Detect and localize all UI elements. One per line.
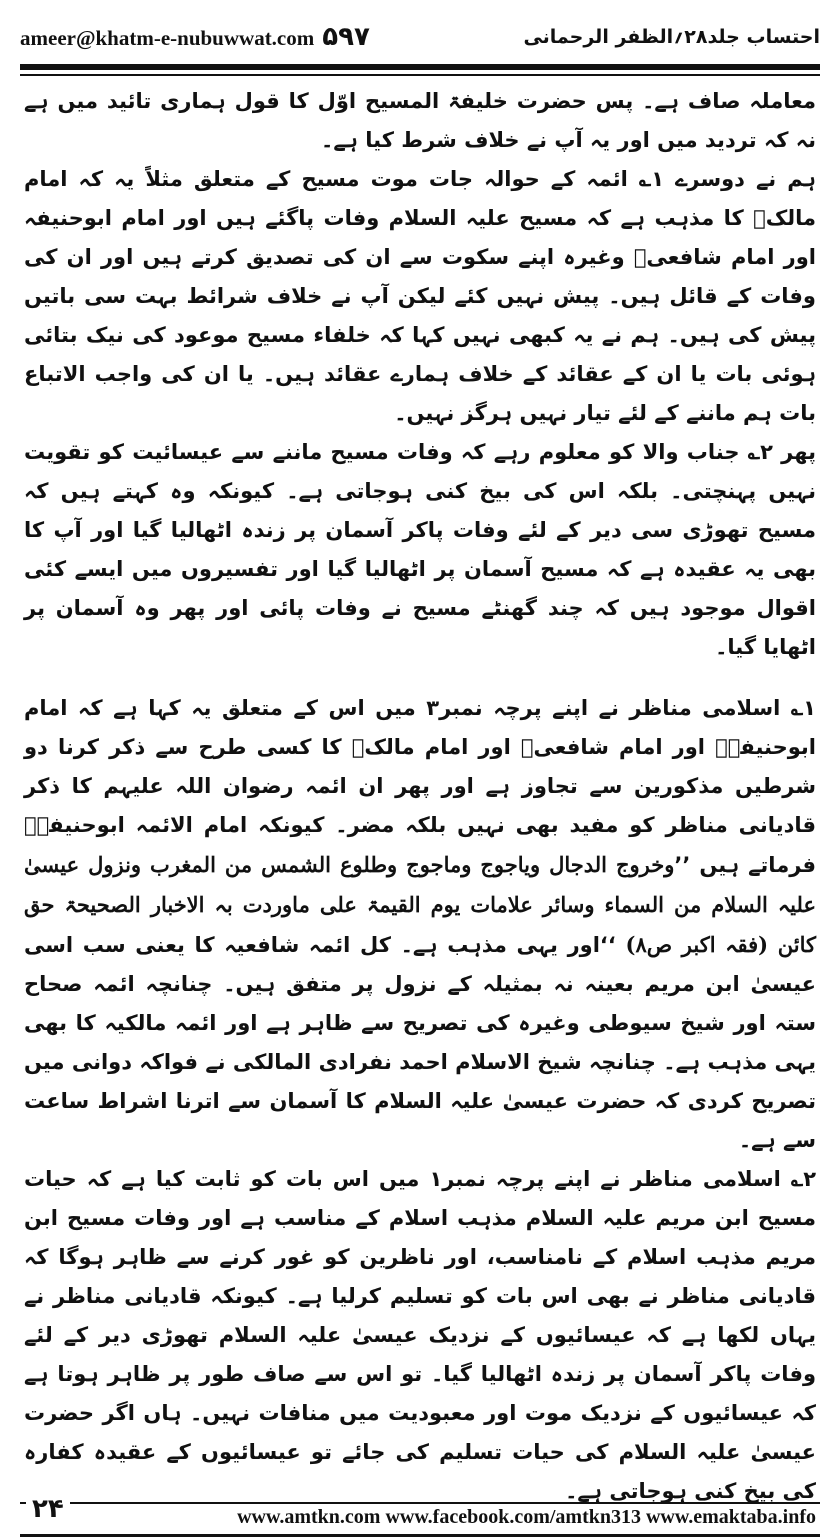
- paragraph-1: معاملہ صاف ہے۔ پس حضرت خلیفۃ المسیح اوّل کا قول ہماری تائید میں ہے نہ کہ تردید میں اور یہ آپ نے خلاف شرط کیا ہے۔: [24, 89, 816, 152]
- page-header: [20, 14, 820, 60]
- header-rule-thin: [20, 74, 820, 76]
- paragraph-2: ہم نے دوسرے ۱؎ ائمہ کے حوالہ جات موت مسیح کے متعلق مثلاً یہ کہ امام مالکؒ کا مذہب ہے کہ مسیح علیہ السلام وفات پاگئے ہیں اور امام ابوحنیفہ اور امام شافعیؒ وغیرہ اپنے سکوت سے ان کی تصدیق کرتے ہیں اور ان کی وفات کے قائل ہیں۔ پیش نہیں کئے لیکن آپ نے خلاف شرائط بہت سی باتیں پیش کی ہیں۔ ہم نے یہ کبھی نہیں کہا کہ خلفاء مسیح موعود کی نیک بتائی ہوئی بات یا ان کے عقائد کے خلاف ہمارے عقائد ہیں۔ یا ان کی واجب الاتباع بات ہم ماننے کے لئے تیار نہیں ہرگز نہیں۔: [24, 167, 816, 425]
- footnote-1: [24, 689, 816, 1160]
- header-book-title: احتساب جلد۲۸؍الظفر الرحمانی: [523, 26, 820, 48]
- footer-volume-page: ۲۴: [26, 1494, 70, 1524]
- header-email: ameer@khatm-e-nubuwwat.com: [20, 26, 315, 50]
- footnote-2: ۲؎ اسلامی مناظر نے اپنے پرچہ نمبر۱ میں اس بات کو ثابت کیا ہے کہ حیات مسیح ابن مریم علیہ السلام مذہب اسلام کے مناسب ہے اور وفات مسیح ابن مریم مذہب اسلام کے نامناسب، اور ناظرین کو غور کرنے سے ظاہر ہوگا کہ قادیانی مناظر نے بھی اس بات کو تسلیم کرلیا ہے۔ کیونکہ قادیانی مناظر نے یہاں لکھا ہے کہ عیسائیوں کے نزدیک عیسیٰ علیہ السلام تھوڑی دیر کے لئے وفات پاکر آسمان پر زندہ اٹھالیا گیا۔ تو اس سے صاف طور پر ظاہر ہوتا ہے کہ عیسائیوں کے نزدیک موت اور معبودیت میں منافات نہیں۔ ہاں اگر حضرت عیسیٰ علیہ السلام کی حیات تسلیم کی جائے تو عیسائیوں کے عقیدہ کفارہ کی بیخ کنی ہوجاتی ہے۔: [24, 1167, 817, 1503]
- footer-links[interactable]: www.amtkn.com www.facebook.com/amtkn313 www.emaktaba.info: [237, 1506, 816, 1528]
- page-footer: [20, 1488, 820, 1536]
- footnote-1-arabic-quote: وخروج الدجال ویاجوج وماجوج وطلوع الشمس من المغرب ونزول عیسیٰ علیہ السلام من السماء وسائر علامات یوم القیمۃ علی ماوردت بہ الاخبار الصحیحۃ حق کائن (فقہ اکبر ص۸): [24, 852, 816, 957]
- header-rule-thick: [20, 64, 820, 70]
- section-gap: [24, 667, 816, 689]
- header-left: [20, 22, 370, 52]
- footnote-1-intro: ۱؎ اسلامی مناظر نے اپنے پرچہ نمبر۳ میں اس کے متعلق یہ کہا ہے کہ امام ابوحنیفہؒ اور امام شافعیؒ اور امام مالکؒ کا کسی طرح سے ذکر کرنا دو شرطیں مذکورین سے تجاوز ہے اور پھر ان ائمہ رضوان اللہ علیہم کا ذکر قادیانی مناظر کو مفید بھی نہیں بلکہ مضر۔ کیونکہ امام الائمہ ابوحنیفہؒ فرماتے ہیں ’’: [24, 696, 817, 877]
- page-body: [24, 82, 817, 1503]
- footnote-1-rest: ‘‘اور یہی مذہب ہے۔ کل ائمہ شافعیہ کا یعنی سب اسی عیسیٰ ابن مریم بعینہ نہ بمثیلہ کے نزول پر متفق ہیں۔ چنانچہ ائمہ صحاح ستہ اور شیخ سیوطی وغیرہ کی تصریح سے ظاہر ہے اور ائمہ مالکیہ کا بھی یہی مذہب ہے۔ چنانچہ شیخ الاسلام احمد نفرادی المالکی نے فواکہ دوانی میں تصریح کردی کہ حضرت عیسیٰ علیہ السلام کا آسمان سے اترنا اشراط ساعت سے ہے۔: [24, 933, 816, 1152]
- paragraph-3: پھر ۲؎ جناب والا کو معلوم رہے کہ وفات مسیح ماننے سے عیسائیت کو تقویت نہیں پہنچتی۔ بلکہ اس کی بیخ کنی ہوجاتی ہے۔ کیونکہ وہ کہتے ہیں کہ مسیح تھوڑی سی دیر کے لئے وفات پاکر آسمان پر زندہ اٹھالیا گیا اور آپ کا بھی یہ عقیدہ ہے کہ مسیح آسمان پر اٹھالیا گیا اور تفسیروں میں ایسے کئی اقوال موجود ہیں کہ چند گھنٹے مسیح نے وفات پائی اور پھر وہ آسمان پر اٹھایا گیا۔: [24, 440, 816, 659]
- header-page-number: ۵۹۷: [322, 22, 370, 52]
